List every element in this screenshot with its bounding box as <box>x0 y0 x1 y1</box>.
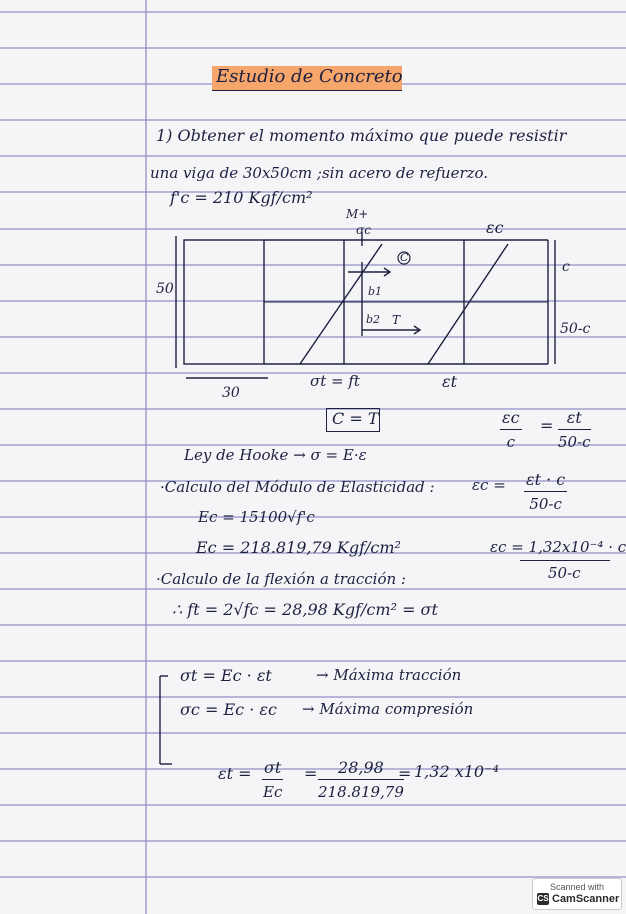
ec-formula: Ec = 15100√f'c <box>198 508 315 526</box>
flexion-heading: ·Calculo de la flexión a tracción : <box>156 570 406 588</box>
scanned-with-text: Scanned with <box>549 882 605 892</box>
ec-value: Ec = 218.819,79 Kgf/cm² <box>196 538 401 557</box>
camscanner-logo-icon: CS <box>537 894 549 903</box>
epsc-prefix: εc = <box>472 476 506 494</box>
label-50-c: 50-c <box>560 321 591 337</box>
eps-t-frac-1: $\frac{\sigma t}{Ec}$ <box>263 758 283 801</box>
label-eps-t: εt <box>442 372 458 391</box>
label-C-circle: C <box>400 251 409 264</box>
label-T: T <box>392 313 401 327</box>
label-b2: b2 <box>366 313 381 326</box>
label-eps-c: εc <box>486 218 504 237</box>
ratio-equals: = <box>540 416 554 435</box>
fc-value: f'c = 210 Kgf/cm² <box>170 188 313 207</box>
ft-formula: ∴ ft = 2√fc = 28,98 Kgf/cm² = σt <box>172 600 438 619</box>
eps-t-eq-1: = <box>304 764 318 783</box>
eps-t-result: 1,32 x10⁻⁴ <box>414 762 499 781</box>
sigma-c-eq: σc = Ec · εc <box>180 700 277 719</box>
eps-t-frac-2: $\frac{28,98}{218.819,79}$ <box>318 758 404 801</box>
label-sigma-t: σt = ft <box>310 372 360 390</box>
camscanner-badge <box>532 878 622 910</box>
page-title: Estudio de Concreto <box>216 66 403 87</box>
label-30: 30 <box>222 385 240 401</box>
epsc-value-den: 50-c <box>548 564 581 582</box>
epsc-value-bar <box>520 560 610 561</box>
sigma-t-note: → Máxima tracción <box>316 666 462 684</box>
label-sigma-c: σc <box>356 223 371 237</box>
problem-line-2: una viga de 30x50cm ;sin acero de refuerzo. <box>150 164 489 182</box>
eps-t-prefix: εt = <box>218 764 252 783</box>
ratio-left: $\frac{\varepsilon c}{c}$ <box>502 408 520 451</box>
problem-line-1: 1) Obtener el momento máximo que puede resistir <box>156 126 567 145</box>
sigma-t-eq: σt = Ec · εt <box>180 666 272 685</box>
label-b1: b1 <box>368 285 383 298</box>
camscanner-name: CamScanner <box>552 893 620 905</box>
ratio-right: $\frac{\varepsilon t}{50-c}$ <box>558 408 591 451</box>
epsc-fraction: $\frac{\varepsilon t \cdot c}{50-c}$ <box>526 470 566 513</box>
sigma-c-note: → Máxima compresión <box>302 700 474 718</box>
eps-t-eq-2: = <box>398 764 412 783</box>
label-mplus: M+ <box>346 207 369 221</box>
label-50: 50 <box>156 281 174 297</box>
hooke-law: Ley de Hooke → σ = E·ε <box>184 446 367 464</box>
modulus-heading: ·Calculo del Módulo de Elasticidad : <box>160 478 435 496</box>
epsc-value: εc = 1,32x10⁻⁴ · c <box>490 538 626 556</box>
label-c: c <box>562 259 570 275</box>
c-equals-t: C = T <box>332 409 379 428</box>
